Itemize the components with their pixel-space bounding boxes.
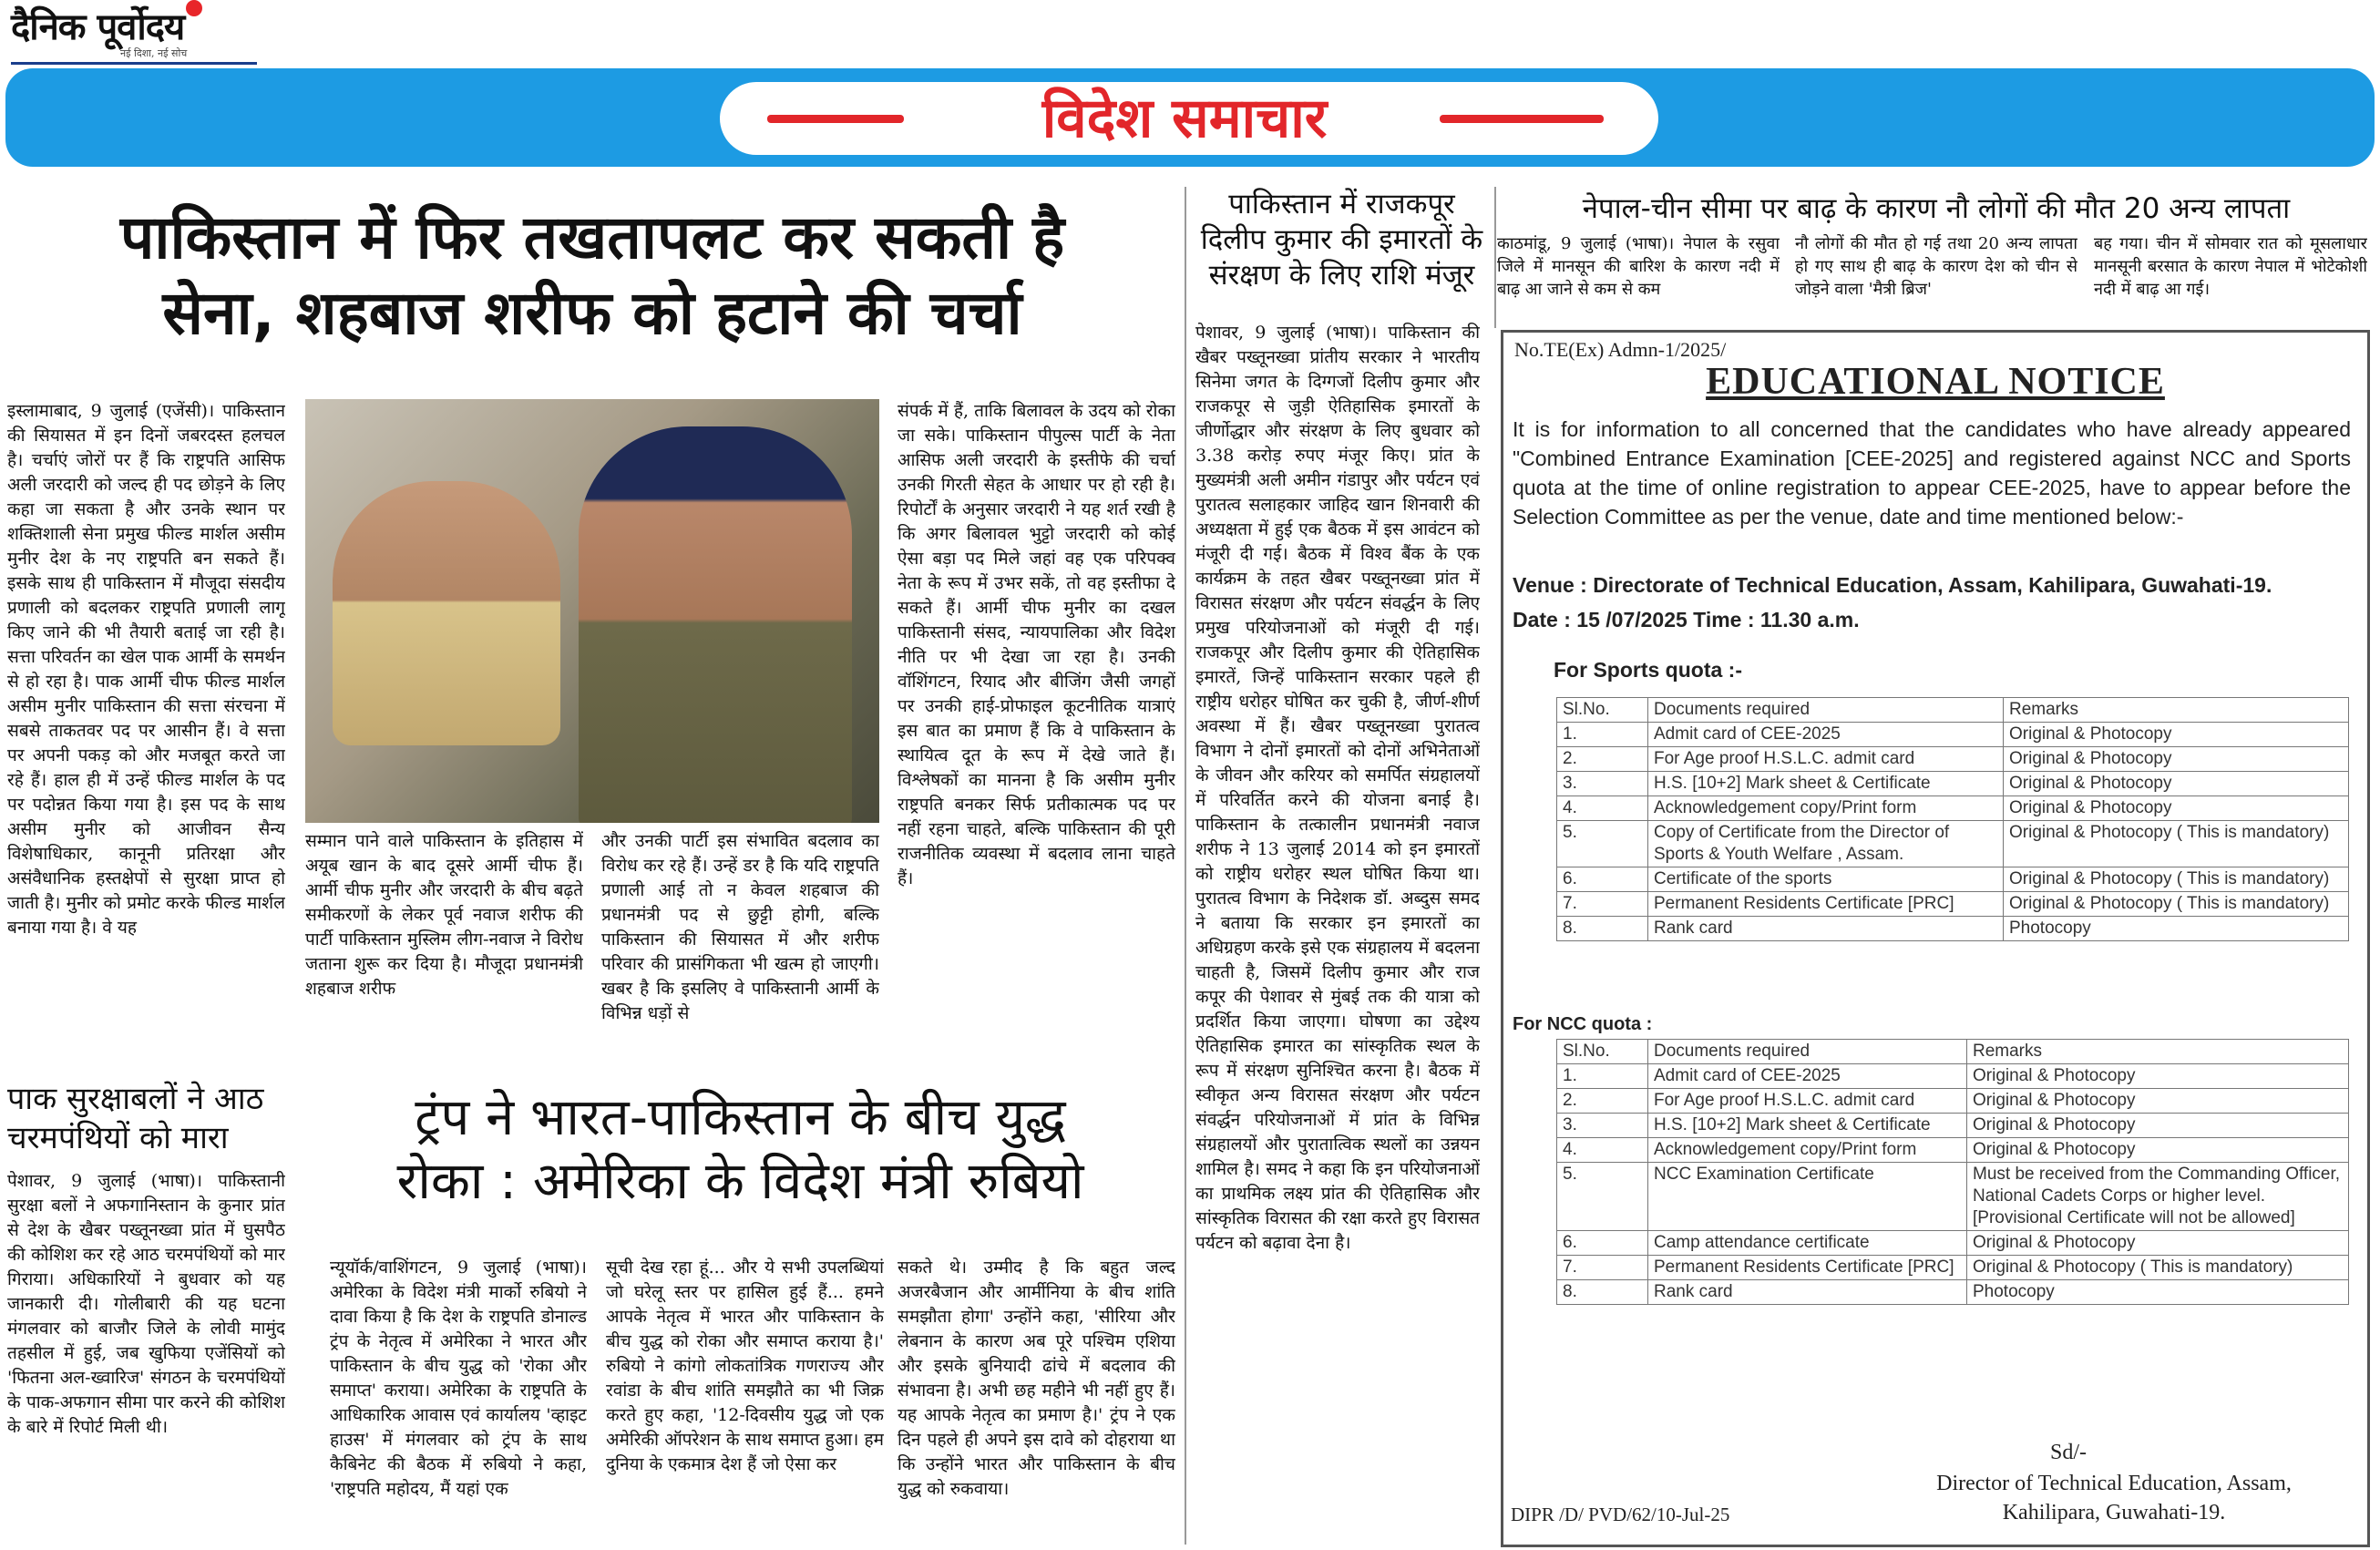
news-photo: [305, 399, 879, 823]
table-row: [1557, 892, 2349, 917]
table-cell: Admit card of CEE-2025: [1648, 723, 2004, 747]
trump-headline: [305, 1086, 1175, 1214]
dilip-story: पेशावर, 9 जुलाई (भाषा)। पाकिस्तान की खैबर पख्तूनख्वा प्रांतीय सरकार ने भारतीय सिनेमा जगत के दिग्गजों दिलीप कुमार और राजकपूर से जुड़ी ऐतिहासिक इमारतों के जीर्णोद्धार और संरक्षण के लिए बुधवार को 3.38 करोड़ रुपए मंजूर किए। प्रांत के मुख्यमंत्री अली अमीन गंडापुर और पर्यटन एवं पुरातत्व सलाहकार जाहिद खान शिनवारी की अध्यक्षता में हुई एक बैठक में इस आवंटन को मंजूरी दी गई। बैठक में विश्व बैंक के एक कार्यक्रम के तहत खैबर पख्तूनख्वा प्रांत में विरासत संरक्षण और पर्यटन संवर्द्धन के लिए प्रमुख परियोजनाओं को मंजूरी दी गई। राजकपूर और दिलीप कुमार की ऐतिहासिक इमारतें, जिन्हें पाकिस्तान सरकार पहले ही राष्ट्रीय धरोहर घोषित कर चुकी है, जीर्ण-शीर्ण अवस्था में हैं। खैबर पख्तूनख्वा पुरातत्व विभाग ने दोनों इमारतों को दोनों अभिनेताओं के जीवन और करियर को समर्पित संग्रहालयों में परिवर्तित करने की योजना बनाई है। पाकिस्तान के तत्कालीन प्रधानमंत्री नवाज शरीफ ने 13 जुलाई 2014 को इन इमारतों को राष्ट्रीय धरोहर स्थल घोषित किया था। पुरातत्व विभाग के निदेशक डॉ. अब्दुस समद ने बताया कि सरकार इन इमारतों का अधिग्रहण करके इसे एक संग्रहालय में बदलना चाहती है, जिसमें दिलीप कुमार और राज कपूर की पेशावर से मुंबई तक की यात्रा को प्रदर्शित किया जाएगा। घोषणा का उद्देश्य ऐतिहासिक इमारत का सांस्कृतिक स्थल के रूप में संरक्षण सुनिश्चित करना है। बैठक में स्वीकृत अन्य विरासत संरक्षण और पर्यटन संवर्द्धन परियोजनाओं में प्रांत के विभिन्न संग्रहालयों और पुरातात्विक स्थलों का उन्नयन शामिल है। समद ने कहा कि इन परियोजनाओं का प्राथमिक लक्ष्य प्रांत की ऐतिहासिक और सांस्कृतिक विरासत की रक्षा करते हुए विरासत पर्यटन को बढ़ावा देना है।: [1195, 323, 1480, 1253]
table-cell: Acknowledgement copy/Print form: [1648, 796, 2004, 821]
notice-ref: No.TE(Ex) Admn-1/2025/: [1514, 338, 1727, 361]
signature-mark: Sd/-: [2049, 1441, 2087, 1464]
table-cell: Certificate of the sports: [1648, 867, 2004, 892]
table-cell: 4.: [1557, 796, 1648, 821]
table-cell: H.S. [10+2] Mark sheet & Certificate: [1648, 1114, 1967, 1138]
trump-story-col3: सकते थे। उम्मीद है कि बहुत जल्द अजरबैजान और आर्मीनिया के बीच शांति समझौता होगा' उन्होंने कहा, 'सीरिया और लेबनान के कारण अब पूरे पश्चिम एशिया और इसके बुनियादी ढांचे में बदलाव की संभावना है। अभी छह महीने भी नहीं हुए हैं। यह आपके नेतृत्व का प्रमाण है।' ट्रंप ने एक दिन पहले ही अपने इस दावे को दोहराया था कि उन्होंने भारत और पाकिस्तान के बीच युद्ध को रुकवाया।: [898, 1257, 1175, 1499]
table-header-cell: Remarks: [2004, 698, 2349, 723]
table-cell: Original & Photocopy ( This is mandatory): [1967, 1256, 2349, 1280]
dipr-number: DIPR /D/ PVD/62/10-Jul-25: [1511, 1504, 1730, 1525]
table-row: [1557, 723, 2349, 747]
sports-documents-table: [1556, 697, 2349, 941]
dilip-headline: पाकिस्तान में राजकपूर दिलीप कुमार की इमारतों के संरक्षण के लिए राशि मंजूर: [1200, 188, 1483, 292]
table-row: [1557, 867, 2349, 892]
table-cell: 1.: [1557, 1064, 1648, 1089]
notice-date: Date : 15 /07/2025 Time : 11.30 a.m.: [1513, 608, 1860, 631]
notice-body: It is for information to all concerned that the candidates who have already appeared "Combined Entrance Examination [CEE-2025] and registered against NCC and Sports quota at the time of online registration to appear CEE-2025, have to appear before the Selection Committee as per the venue, date and time mentioned below:-: [1513, 417, 2351, 529]
table-cell: Original & Photocopy: [2004, 747, 2349, 772]
table-cell: Permanent Residents Certificate [PRC]: [1648, 892, 2004, 917]
nepal-story-col3: बह गया। चीन में सोमवार रात को मूसलाधार मानसूनी बरसात के कारण नेपाल में भोटेकोशी नदी में बाढ़ आ गई।: [2094, 234, 2367, 299]
table-header-cell: Sl.No.: [1557, 1040, 1648, 1064]
table-cell: H.S. [10+2] Mark sheet & Certificate: [1648, 772, 2004, 796]
table-cell: For Age proof H.S.L.C. admit card: [1648, 747, 2004, 772]
table-cell: NCC Examination Certificate: [1648, 1163, 1967, 1231]
table-cell: 5.: [1557, 1163, 1648, 1231]
main-story-col4: संपर्क में हैं, ताकि बिलावल के उदय को रोका जा सके। पाकिस्तान पीपुल्स पार्टी के नेता आसिफ अली जरदारी के इस्तीफे की चर्चा उनकी गिरती सेहत के आधार पर हो रही है। रिपोर्टों के अनुसार जरदारी ने यह शर्त रखी है कि अगर बिलावल भुट्टो जरदारी को कोई ऐसा बड़ा पद मिले जहां वह एक परिपक्व नेता के रूप में उभर सकें, तो वह इस्तीफा दे सकते हैं। आर्मी चीफ मुनीर का दखल पाकिस्तानी संसद, न्यायपालिका और विदेश नीति पर भी देखा जा रहा है। उनकी वॉशिंगटन, रियाद और बीजिंग जैसी जगहों पर उनकी हाई-प्रोफाइल कूटनीतिक यात्राएं इस बात का प्रमाण हैं कि वे पाकिस्तान के स्थायित्व दूत के रूप में देखे जाते हैं। विश्लेषकों का मानना है कि असीम मुनीर राष्ट्रपति बनकर सिर्फ प्रतीकात्मक पद पर नहीं रहना चाहते, बल्कि पाकिस्तान की पूरी राजनीतिक व्यवस्था में बदलाव लाना चाहते हैं।: [898, 401, 1175, 888]
section-title: विदेश समाचार: [1041, 87, 1328, 150]
main-story-col3: और उनकी पार्टी इस संभावित बदलाव का विरोध कर रहे हैं। उन्हें डर है कि यदि राष्ट्रपति प्रणाली आई तो न केवल शहबाज की प्रधानमंत्री पद से छुट्टी होगी, बल्कि पाकिस्तान की सियासत में और शरीफ परिवार की प्रासंगिकता भी खत्म हो जाएगी। खबर है कि इसलिए वे पाकिस्तानी आर्मी के विभिन्न धड़ों से: [601, 831, 879, 1023]
table-cell: 1.: [1557, 723, 1648, 747]
notice-venue: Venue : Directorate of Technical Education, Assam, Kahilipara, Guwahati-19.: [1513, 573, 2272, 597]
table-cell: Rank card: [1648, 917, 2004, 941]
table-cell: 6.: [1557, 867, 1648, 892]
trump-story-col2: सूची देख रहा हूं... और ये सभी उपलब्धियां जो घरेलू स्तर पर हासिल हुई हैं... हमने आपके नेतृत्व में भारत और पाकिस्तान के बीच युद्ध को रोका और समाप्त कराया है।' रुबियो ने कांगो लोकतांत्रिक गणराज्य और रवांडा के बीच शांति समझौते का भी जिक्र करते हुए कहा, '12-दिवसीय युद्ध जो एक अमेरिकी ऑपरेशन के साथ समाप्त हुआ। हम दुनिया के एकमात्र देश हैं जो ऐसा कर: [606, 1257, 884, 1474]
table-row: [1557, 1064, 2349, 1089]
table-cell: 7.: [1557, 892, 1648, 917]
trump-story-col1: न्यूयॉर्क/वाशिंगटन, 9 जुलाई (भाषा)। अमेरिका के विदेश मंत्री मार्को रुबियो ने दावा किया है कि देश के राष्ट्रपति डोनाल्ड ट्रंप के नेतृत्व में अमेरिका ने भारत और पाकिस्तान के बीच युद्ध को 'रोका और समाप्त' कराया। अमेरिका के राष्ट्रपति के आधिकारिक आवास एवं कार्यालय 'व्हाइट हाउस' में मंगलवार को ट्रंप के साथ कैबिनेट की बैठक में रुबियो ने कहा, 'राष्ट्रपति महोदय, मैं यहां एक: [330, 1257, 587, 1499]
table-row: [1557, 747, 2349, 772]
table-cell: Original & Photocopy: [2004, 796, 2349, 821]
table-cell: Must be received from the Commanding Officer, National Cadets Corps or higher level. [Provisional Certificate will not be allowed]: [1967, 1163, 2349, 1231]
table-cell: 5.: [1557, 821, 1648, 867]
table-row: [1557, 917, 2349, 941]
table-row: [1557, 796, 2349, 821]
logo-dot-icon: [186, 0, 202, 16]
table-row: [1557, 1138, 2349, 1163]
main-headline: [9, 200, 1175, 351]
table-row: [1557, 1280, 2349, 1305]
main-headline-line2: सेना, शहबाज शरीफ को हटाने की चर्चा: [162, 277, 1022, 348]
table-row: [1557, 1089, 2349, 1114]
banner-right-line: [1440, 115, 1604, 123]
masthead-rule: [11, 62, 257, 65]
table-cell: 8.: [1557, 917, 1648, 941]
nepal-story-col1: काठमांडू, 9 जुलाई (भाषा)। नेपाल के रसुवा जिले में मानसून की बारिश के कारण नदी में बाढ़ आ जाने से कम से कम: [1497, 234, 1780, 299]
trump-headline-line1: ट्रंप ने भारत-पाकिस्तान के बीच युद्ध: [415, 1088, 1066, 1147]
masthead: [11, 0, 266, 64]
table-cell: Original & Photocopy: [1967, 1114, 2349, 1138]
table-cell: Original & Photocopy: [2004, 772, 2349, 796]
table-row: [1557, 1256, 2349, 1280]
table-cell: Original & Photocopy: [1967, 1231, 2349, 1256]
ncc-quota-label: For NCC quota :: [1513, 1014, 1653, 1034]
column-divider: [1494, 187, 1496, 328]
table-cell: Permanent Residents Certificate [PRC]: [1648, 1256, 1967, 1280]
table-header-row: [1557, 1040, 2349, 1064]
banner-left-line: [767, 115, 904, 123]
table-cell: 2.: [1557, 747, 1648, 772]
table-cell: Original & Photocopy: [2004, 723, 2349, 747]
nepal-headline: नेपाल-चीन सीमा पर बाढ़ के कारण नौ लोगों की मौत 20 अन्य लापता: [1582, 192, 2291, 225]
table-row: [1557, 1231, 2349, 1256]
table-cell: 3.: [1557, 772, 1648, 796]
photo-person-right: [579, 426, 852, 823]
sports-quota-label: For Sports quota :-: [1554, 658, 1742, 682]
signatory-line1: Director of Technical Education, Assam,: [1936, 1472, 2292, 1495]
table-cell: Original & Photocopy: [1967, 1064, 2349, 1089]
main-story-col1: इस्लामाबाद, 9 जुलाई (एजेंसी)। पाकिस्तान की सियासत में इन दिनों जबरदस्त हलचल है। चर्चाएं जोरों पर हैं कि राष्ट्रपति आसिफ अली जरदारी को जल्द ही पद छोड़ने के लिए कहा जा सकता है और उनके स्थान पर शक्तिशाली सेना प्रमुख फील्ड मार्शल असीम मुनीर देश के नए राष्ट्रपति बन सकते हैं। इसके साथ ही पाकिस्तान में मौजूदा संसदीय प्रणाली को बदलकर राष्ट्रपति प्रणाली लागू किए जाने की भी तैयारी बताई जा रही है। सत्ता परिवर्तन का खेल पाक आर्मी के समर्थन से हो रहा है। पाक आर्मी चीफ फील्ड मार्शल असीम मुनीर पाकिस्तान की सत्ता संरचना में सबसे ताकतवर पद पर आसीन हैं। वे सत्ता पर अपनी पकड़ को और मजबूत करते जा रहे हैं। हाल ही में उन्हें फील्ड मार्शल के पद पर पदोन्नत किया गया है। इस पद के साथ असीम मुनीर को आजीवन सैन्य विशेषाधिकार, कानूनी प्रतिरक्षा और असंवैधानिक हस्तक्षेपों से सुरक्षा प्राप्त हो जाती है। मुनीर को प्रमोट करके फील्ड मार्शल बनाया गया है। वे यह: [7, 401, 285, 938]
column-divider: [1185, 187, 1186, 1545]
table-cell: Original & Photocopy ( This is mandatory): [2004, 821, 2349, 867]
photo-person-left: [333, 481, 560, 745]
table-header-cell: Documents required: [1648, 698, 2004, 723]
table-cell: 7.: [1557, 1256, 1648, 1280]
table-row: [1557, 1163, 2349, 1231]
table-row: [1557, 1114, 2349, 1138]
educational-notice: [1501, 330, 2370, 1547]
main-headline-line1: पाकिस्तान में फिर तखतापलट कर सकती है: [119, 202, 1065, 272]
table-cell: 8.: [1557, 1280, 1648, 1305]
table-row: [1557, 821, 2349, 867]
table-header-row: [1557, 698, 2349, 723]
notice-title: EDUCATIONAL NOTICE: [1706, 361, 2165, 403]
table-header-cell: Documents required: [1648, 1040, 1967, 1064]
table-header-cell: Remarks: [1967, 1040, 2349, 1064]
security-headline: पाक सुरक्षाबलों ने आठ चरमपंथियों को मारा: [7, 1081, 264, 1156]
table-cell: Original & Photocopy ( This is mandatory): [2004, 892, 2349, 917]
newspaper-name: दैनिक पूर्वोदय: [11, 6, 185, 48]
security-story: पेशावर, 9 जुलाई (भाषा)। पाकिस्तानी सुरक्षा बलों ने अफगानिस्तान के कुनार प्रांत से देश के खैबर पख्तूनख्वा प्रांत में घुसपैठ की कोशिश कर रहे आठ चरमपंथियों को मार गिराया। अधिकारियों ने बुधवार को यह जानकारी दी। गोलीबारी की यह घटना मंगलवार को बाजौर जिले के लोवी मामुंद तहसील में हुई, जब खुफिया एजेंसियों को 'फितना अल-ख्वारिज' संगठन के चरमपंथियों के पाक-अफगान सीमा पार करने की कोशिश के बारे में रिपोर्ट मिली थी।: [7, 1171, 285, 1437]
table-cell: Acknowledgement copy/Print form: [1648, 1138, 1967, 1163]
table-cell: Admit card of CEE-2025: [1648, 1064, 1967, 1089]
table-cell: 4.: [1557, 1138, 1648, 1163]
table-cell: Original & Photocopy ( This is mandatory): [2004, 867, 2349, 892]
table-header-cell: Sl.No.: [1557, 698, 1648, 723]
table-row: [1557, 772, 2349, 796]
table-cell: 3.: [1557, 1114, 1648, 1138]
table-cell: Camp attendance certificate: [1648, 1231, 1967, 1256]
table-cell: Original & Photocopy: [1967, 1138, 2349, 1163]
table-cell: Photocopy: [2004, 917, 2349, 941]
table-cell: 6.: [1557, 1231, 1648, 1256]
signatory-line2: Kahilipara, Guwahati-19.: [2002, 1501, 2226, 1524]
trump-headline-line2: रोका : अमेरिका के विदेश मंत्री रुबियो: [396, 1152, 1084, 1211]
masthead-tagline: नई दिशा, नई सोच: [120, 47, 188, 59]
table-cell: 2.: [1557, 1089, 1648, 1114]
table-cell: Copy of Certificate from the Director of Sports & Youth Welfare , Assam.: [1648, 821, 2004, 867]
main-story-col2: सम्मान पाने वाले पाकिस्तान के इतिहास में अयूब खान के बाद दूसरे आर्मी चीफ हैं। आर्मी चीफ मुनीर और जरदारी के बीच बढ़ते समीकरणों के लेकर पूर्व नवाज शरीफ की पार्टी पाकिस्तान मुस्लिम लीग-नवाज ने विरोध जताना शुरू कर दिया है। मौजूदा प्रधानमंत्री शहबाज शरीफ: [305, 831, 583, 999]
ncc-documents-table: [1556, 1039, 2349, 1305]
nepal-story-col2: नौ लोगों की मौत हो गई तथा 20 अन्य लापता हो गए साथ ही बाढ़ के कारण देश को चीन से जोड़ने वाला 'मैत्री ब्रिज': [1795, 234, 2077, 299]
table-cell: For Age proof H.S.L.C. admit card: [1648, 1089, 1967, 1114]
table-cell: Original & Photocopy: [1967, 1089, 2349, 1114]
table-cell: Photocopy: [1967, 1280, 2349, 1305]
table-cell: Rank card: [1648, 1280, 1967, 1305]
